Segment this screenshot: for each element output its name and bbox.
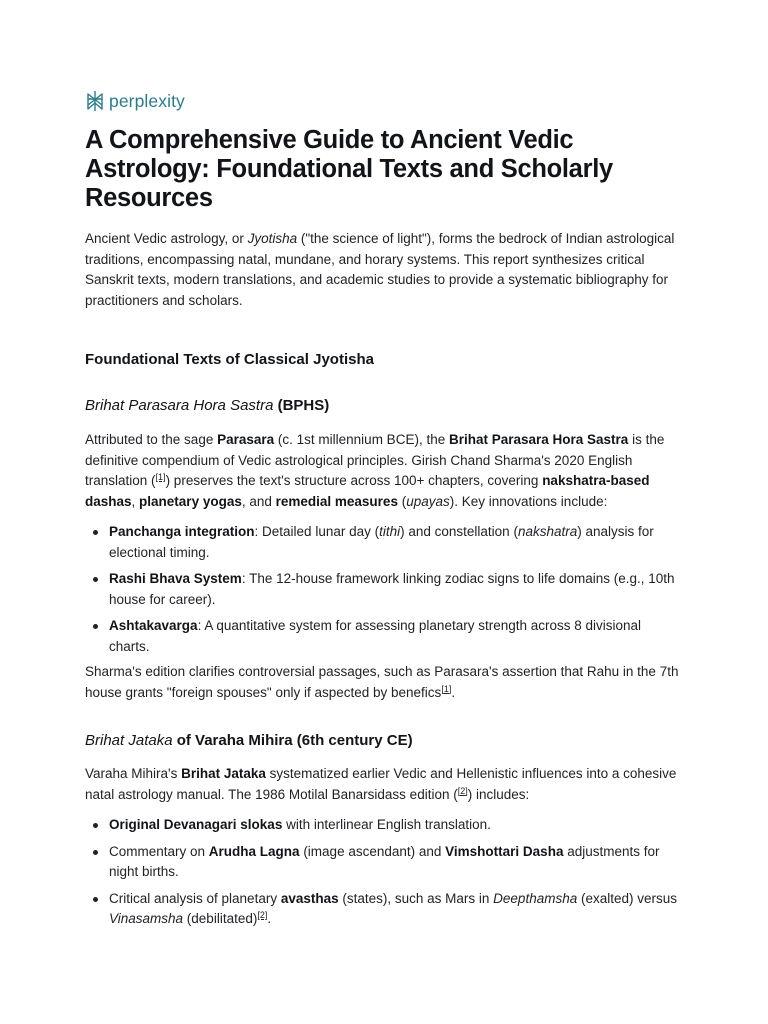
brand-logo[interactable]	[85, 90, 185, 112]
brihat-jataka-list	[85, 815, 685, 930]
intro-paragraph: Ancient Vedic astrology, or Jyotisha ("the science of light"), forms the bedrock of Indian astrological traditions, encompassing natal, mundane, and horary systems. This report synthesizes critical Sanskrit texts, modern translations, and academic studies to provide a systematic bibliography for practitioners and scholars.	[85, 231, 675, 308]
bphs-closing-paragraph: Sharma's edition clarifies controversial passages, such as Parasara's assertion that Rahu in the 7th house grants "foreign spouses" only if aspected by benefics[1].	[85, 664, 679, 700]
section-heading-foundational-texts: Foundational Texts of Classical Jyotisha	[85, 351, 374, 368]
list-item: Commentary on Arudha Lagna (image ascendant) and Vimshottari Dasha adjustments for night births.	[109, 842, 685, 883]
list-item: Critical analysis of planetary avasthas (states), such as Mars in Deepthamsha (exalted) versus Vinasamsha (debilitated)[2].	[109, 889, 685, 930]
brihat-jataka-paragraph: Varaha Mihira's Brihat Jataka systematized earlier Vedic and Hellenistic influences into a cohesive natal astrology manual. The 1986 Motilal Banarsidass edition ([2]) includes:	[85, 766, 677, 802]
bphs-paragraph: Attributed to the sage Parasara (c. 1st millennium BCE), the Brihat Parasara Hora Sastra is the definitive compendium of Vedic astrological principles. Girish Chand Sharma's 2020 English translation ([1]) preserves the text's structure across 100+ chapters, covering nakshatra-based dashas, planetary yogas, and remedial measures (upayas). Key innovations include:	[85, 432, 665, 509]
citation-link[interactable]: [2]	[257, 910, 268, 920]
citation-link[interactable]: [1]	[155, 472, 166, 482]
list-item: Ashtakavarga: A quantitative system for assessing planetary strength across 8 divisional charts.	[109, 616, 685, 657]
list-item: Rashi Bhava System: The 12-house framework linking zodiac signs to life domains (e.g., 10th house for career).	[109, 569, 685, 610]
brand-name: perplexity	[109, 90, 185, 111]
page-title: A Comprehensive Guide to Ancient Vedic Astrology: Foundational Texts and Scholarly Resources	[85, 126, 613, 212]
perplexity-logo-icon	[85, 90, 105, 112]
citation-link[interactable]: [2]	[457, 785, 468, 796]
citation-link[interactable]: [1]	[441, 683, 452, 694]
subsection-heading-brihat-jataka: Brihat Jataka of Varaha Mihira (6th century CE)	[85, 732, 413, 749]
document-body	[85, 229, 685, 930]
bphs-innovations-list	[85, 522, 685, 657]
list-item: Original Devanagari slokas with interlinear English translation.	[109, 815, 685, 836]
list-item: Panchanga integration: Detailed lunar day (tithi) and constellation (nakshatra) analysis for electional timing.	[109, 522, 685, 563]
subsection-heading-bphs: Brihat Parasara Hora Sastra (BPHS)	[85, 397, 330, 414]
